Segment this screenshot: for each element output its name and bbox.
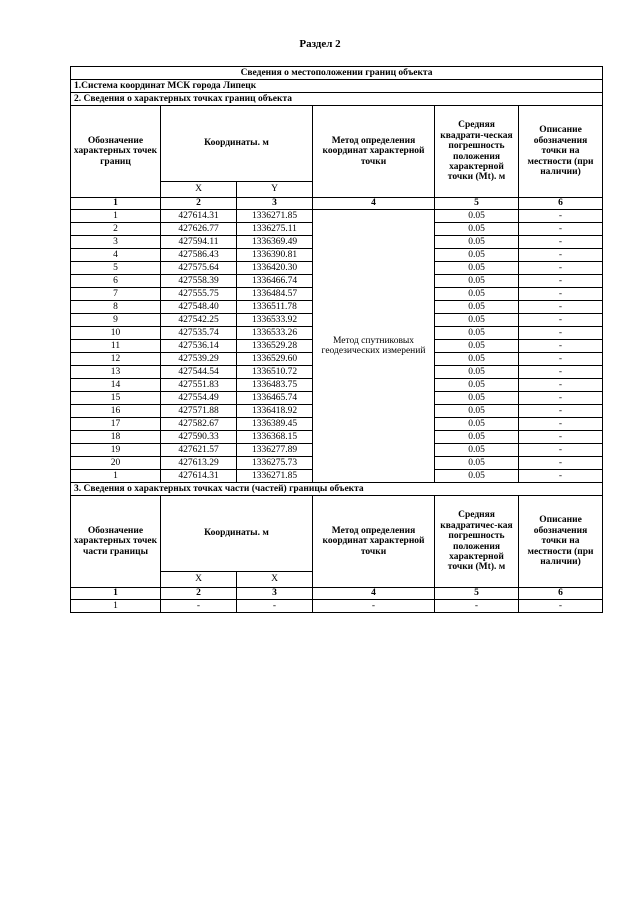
header3-coords: Координаты. м <box>161 496 313 572</box>
coord-y: 1336389.45 <box>237 418 313 431</box>
desc-value: - <box>519 327 603 340</box>
error-value: 0.05 <box>435 418 519 431</box>
coord-y: 1336390.81 <box>237 249 313 262</box>
coord-y: 1336529.28 <box>237 340 313 353</box>
point-number: 7 <box>71 288 161 301</box>
col-number: 5 <box>435 588 519 600</box>
coord-x: 427548.40 <box>161 301 237 314</box>
part-method: - <box>313 600 435 613</box>
coord-x: 427554.49 <box>161 392 237 405</box>
desc-value: - <box>519 418 603 431</box>
desc-value: - <box>519 249 603 262</box>
coord-y: 1336465.74 <box>237 392 313 405</box>
error-value: 0.05 <box>435 379 519 392</box>
col-number: 1 <box>71 588 161 600</box>
coord-x: 427536.14 <box>161 340 237 353</box>
point-number: 4 <box>71 249 161 262</box>
part-point-number: 1 <box>71 600 161 613</box>
error-value: 0.05 <box>435 288 519 301</box>
error-value: 0.05 <box>435 457 519 470</box>
coord-x: 427590.33 <box>161 431 237 444</box>
coord-x: 427571.88 <box>161 405 237 418</box>
coord-y: 1336271.85 <box>237 210 313 223</box>
coord-x: 427614.31 <box>161 470 237 483</box>
error-value: 0.05 <box>435 262 519 275</box>
coord-x: 427626.77 <box>161 223 237 236</box>
col-number: 3 <box>237 588 313 600</box>
error-value: 0.05 <box>435 353 519 366</box>
col-number: 1 <box>71 198 161 210</box>
desc-value: - <box>519 236 603 249</box>
header-coords: Координаты. м <box>161 106 313 182</box>
col-number: 2 <box>161 198 237 210</box>
desc-value: - <box>519 457 603 470</box>
error-value: 0.05 <box>435 249 519 262</box>
desc-value: - <box>519 223 603 236</box>
part-y: - <box>237 600 313 613</box>
error-value: 0.05 <box>435 275 519 288</box>
coord-y: 1336510.72 <box>237 366 313 379</box>
coord-x: 427575.64 <box>161 262 237 275</box>
header3-x: X <box>161 572 237 588</box>
coord-y: 1336275.11 <box>237 223 313 236</box>
coord-y: 1336369.49 <box>237 236 313 249</box>
desc-value: - <box>519 392 603 405</box>
coord-y: 1336529.60 <box>237 353 313 366</box>
col-number: 2 <box>161 588 237 600</box>
point-number: 2 <box>71 223 161 236</box>
desc-value: - <box>519 314 603 327</box>
col-number: 6 <box>519 588 603 600</box>
point-number: 14 <box>71 379 161 392</box>
header3-desc: Описание обозначения точки на местности (при наличии) <box>519 496 603 588</box>
header3-error: Средняя квадратичес-кая погрешность положения характерной точки (Mt). м <box>435 496 519 588</box>
header3-method: Метод определения координат характерной точки <box>313 496 435 588</box>
desc-value: - <box>519 210 603 223</box>
point-number: 1 <box>71 210 161 223</box>
error-value: 0.05 <box>435 210 519 223</box>
coord-y: 1336271.85 <box>237 470 313 483</box>
point-number: 20 <box>71 457 161 470</box>
coord-system: 1.Система координат МСК города Липецк <box>71 80 603 93</box>
error-value: 0.05 <box>435 392 519 405</box>
error-value: 0.05 <box>435 366 519 379</box>
coord-x: 427582.67 <box>161 418 237 431</box>
col-number: 5 <box>435 198 519 210</box>
desc-value: - <box>519 431 603 444</box>
error-value: 0.05 <box>435 405 519 418</box>
header3-y: X <box>237 572 313 588</box>
header-point: Обозначение характерных точек границ <box>71 106 161 198</box>
coord-y: 1336420.30 <box>237 262 313 275</box>
error-value: 0.05 <box>435 470 519 483</box>
coord-x: 427555.75 <box>161 288 237 301</box>
error-value: 0.05 <box>435 314 519 327</box>
col-number: 6 <box>519 198 603 210</box>
part-desc: - <box>519 600 603 613</box>
header-error: Средняя квадрати-ческая погрешность положения характерной точки (Mt). м <box>435 106 519 198</box>
coord-y: 1336418.92 <box>237 405 313 418</box>
point-number: 15 <box>71 392 161 405</box>
coord-x: 427544.54 <box>161 366 237 379</box>
coord-x: 427621.57 <box>161 444 237 457</box>
coord-x: 427551.83 <box>161 379 237 392</box>
header-x: X <box>161 182 237 198</box>
point-number: 1 <box>71 470 161 483</box>
col-number: 4 <box>313 198 435 210</box>
coord-y: 1336483.75 <box>237 379 313 392</box>
point-number: 8 <box>71 301 161 314</box>
point-number: 9 <box>71 314 161 327</box>
coord-x: 427613.29 <box>161 457 237 470</box>
desc-value: - <box>519 340 603 353</box>
header-method: Метод определения координат характерной точки <box>313 106 435 198</box>
header-desc: Описание обозначения точки на местности (при наличии) <box>519 106 603 198</box>
point-number: 3 <box>71 236 161 249</box>
table-title: Сведения о местоположении границ объекта <box>71 67 603 80</box>
point-number: 16 <box>71 405 161 418</box>
coord-x: 427614.31 <box>161 210 237 223</box>
coord-x: 427586.43 <box>161 249 237 262</box>
desc-value: - <box>519 288 603 301</box>
coord-y: 1336277.89 <box>237 444 313 457</box>
coord-x: 427535.74 <box>161 327 237 340</box>
part-error: - <box>435 600 519 613</box>
error-value: 0.05 <box>435 236 519 249</box>
desc-value: - <box>519 366 603 379</box>
point-number: 19 <box>71 444 161 457</box>
desc-value: - <box>519 444 603 457</box>
point-number: 13 <box>71 366 161 379</box>
coord-y: 1336511.78 <box>237 301 313 314</box>
point-number: 18 <box>71 431 161 444</box>
point-number: 17 <box>71 418 161 431</box>
error-value: 0.05 <box>435 444 519 457</box>
point-number: 6 <box>71 275 161 288</box>
error-value: 0.05 <box>435 327 519 340</box>
section2-title: 2. Сведения о характерных точках границ объекта <box>71 93 603 106</box>
coord-y: 1336368.15 <box>237 431 313 444</box>
coord-y: 1336484.57 <box>237 288 313 301</box>
boundaries-table <box>70 66 603 613</box>
desc-value: - <box>519 301 603 314</box>
coord-y: 1336533.26 <box>237 327 313 340</box>
coord-x: 427542.25 <box>161 314 237 327</box>
error-value: 0.05 <box>435 223 519 236</box>
desc-value: - <box>519 353 603 366</box>
coord-y: 1336275.73 <box>237 457 313 470</box>
desc-value: - <box>519 262 603 275</box>
point-number: 5 <box>71 262 161 275</box>
point-number: 12 <box>71 353 161 366</box>
error-value: 0.05 <box>435 431 519 444</box>
section-title: Раздел 2 <box>299 38 341 50</box>
desc-value: - <box>519 405 603 418</box>
coord-x: 427539.29 <box>161 353 237 366</box>
desc-value: - <box>519 275 603 288</box>
table-row <box>71 210 603 223</box>
desc-value: - <box>519 470 603 483</box>
coord-x: 427594.11 <box>161 236 237 249</box>
col-number: 3 <box>237 198 313 210</box>
coord-x: 427558.39 <box>161 275 237 288</box>
header-y: Y <box>237 182 313 198</box>
point-number: 11 <box>71 340 161 353</box>
error-value: 0.05 <box>435 340 519 353</box>
point-number: 10 <box>71 327 161 340</box>
section3-title: 3. Сведения о характерных точках части (частей) границы объекта <box>71 483 603 496</box>
col-number: 4 <box>313 588 435 600</box>
error-value: 0.05 <box>435 301 519 314</box>
method-value: Метод спутниковых геодезических измерений <box>313 210 435 483</box>
desc-value: - <box>519 379 603 392</box>
coord-y: 1336466.74 <box>237 275 313 288</box>
coord-y: 1336533.92 <box>237 314 313 327</box>
part-x: - <box>161 600 237 613</box>
header3-point: Обозначение характерных точек части границы <box>71 496 161 588</box>
